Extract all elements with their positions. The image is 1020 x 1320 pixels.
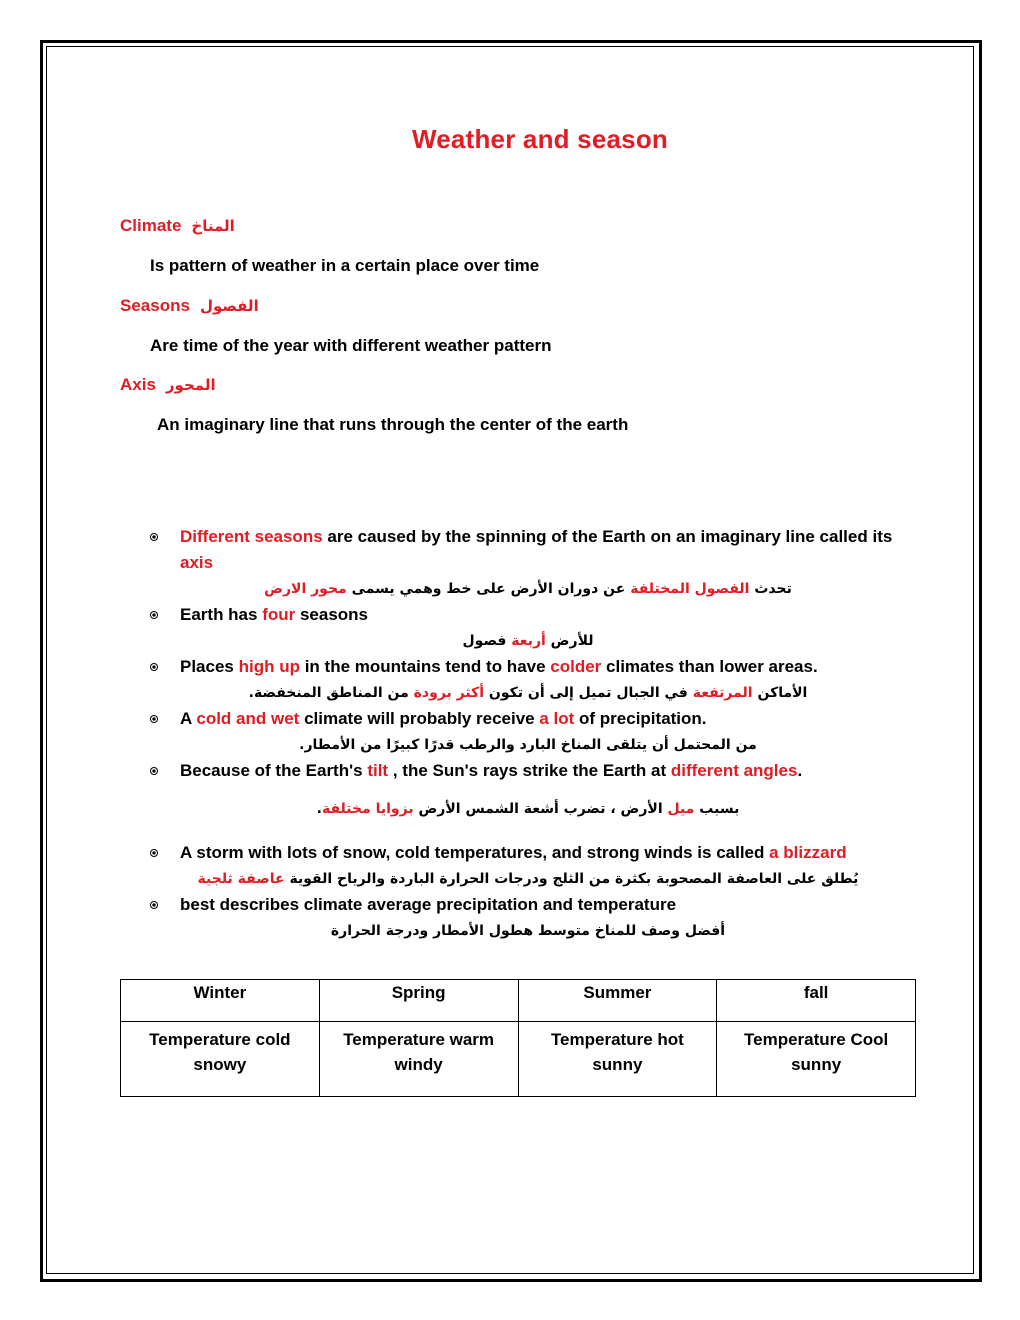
bullet-item: best describes climate average precipitation and temperature (148, 892, 908, 918)
term-seasons (120, 296, 259, 316)
bullet-icon (150, 901, 158, 909)
bullet-icon (150, 663, 158, 671)
table-header-cell: fall (717, 980, 916, 1022)
bullet-arabic: بسبب ميل الأرض ، تضرب أشعة الشمس الأرض بزوايا مختلفة. (316, 801, 740, 817)
bullet-item: Because of the Earth's tilt , the Sun's rays strike the Earth at different angles. (148, 758, 908, 784)
table-row (121, 1022, 916, 1097)
table-cell: Temperature warm windy (319, 1022, 518, 1097)
bullet-list (148, 524, 908, 944)
bullet-item: A storm with lots of snow, cold temperatures, and strong winds is called a blizzard (148, 840, 908, 866)
table-cell: Temperature cold snowy (121, 1022, 320, 1097)
bullet-arabic: للأرض أربعة فصول (462, 633, 594, 649)
term-climate (120, 216, 235, 236)
bullet-item: Different seasons are caused by the spinning of the Earth on an imaginary line called its axis (148, 524, 908, 576)
table-cell: Temperature hot sunny (518, 1022, 717, 1097)
term-seasons-ar: الفصول (199, 297, 259, 315)
bullet-arabic: يُطلق على العاصفة المصحوبة بكثرة من الثلج ودرجات الحرارة الباردة والرياح القوية عاصفة ثلجية (197, 871, 859, 887)
table-header-cell: Winter (121, 980, 320, 1022)
term-axis (120, 375, 216, 395)
bullet-icon (150, 767, 158, 775)
table-header-row (121, 980, 916, 1022)
page-title: Weather and season (412, 124, 668, 154)
bullet-arabic: من المحتمل أن يتلقى المناخ البارد والرطب قدرًا كبيرًا من الأمطار. (299, 737, 757, 753)
table-cell: Temperature Cool sunny (717, 1022, 916, 1097)
definition-axis: An imaginary line that runs through the center of the earth (157, 415, 629, 434)
term-seasons-en: Seasons (120, 296, 190, 315)
bullet-arabic: تحدث الفصول المختلفة عن دوران الأرض على خط وهمي يسمى محور الارض (264, 581, 792, 597)
bullet-item: Places high up in the mountains tend to have colder climates than lower areas. (148, 654, 908, 680)
bullet-item: A cold and wet climate will probably receive a lot of precipitation. (148, 706, 908, 732)
bullet-item: Earth has four seasons (148, 602, 908, 628)
term-climate-ar: المناخ (191, 217, 235, 235)
bullet-icon (150, 849, 158, 857)
bullet-arabic: الأماكن المرتفعة في الجبال تميل إلى أن تكون أكثر برودة من المناطق المنخفضة. (248, 685, 808, 701)
bullet-icon (150, 715, 158, 723)
bullet-icon (150, 533, 158, 541)
term-axis-en: Axis (120, 375, 156, 394)
table-header-cell: Summer (518, 980, 717, 1022)
term-climate-en: Climate (120, 216, 182, 235)
term-axis-ar: المحور (165, 376, 216, 394)
seasons-table (120, 979, 916, 1097)
table-header-cell: Spring (319, 980, 518, 1022)
definition-seasons: Are time of the year with different weather pattern (150, 336, 552, 355)
definition-climate: Is pattern of weather in a certain place over time (150, 256, 540, 275)
bullet-icon (150, 611, 158, 619)
bullet-arabic: أفضل وصف للمناخ متوسط هطول الأمطار ودرجة الحرارة (330, 923, 726, 939)
